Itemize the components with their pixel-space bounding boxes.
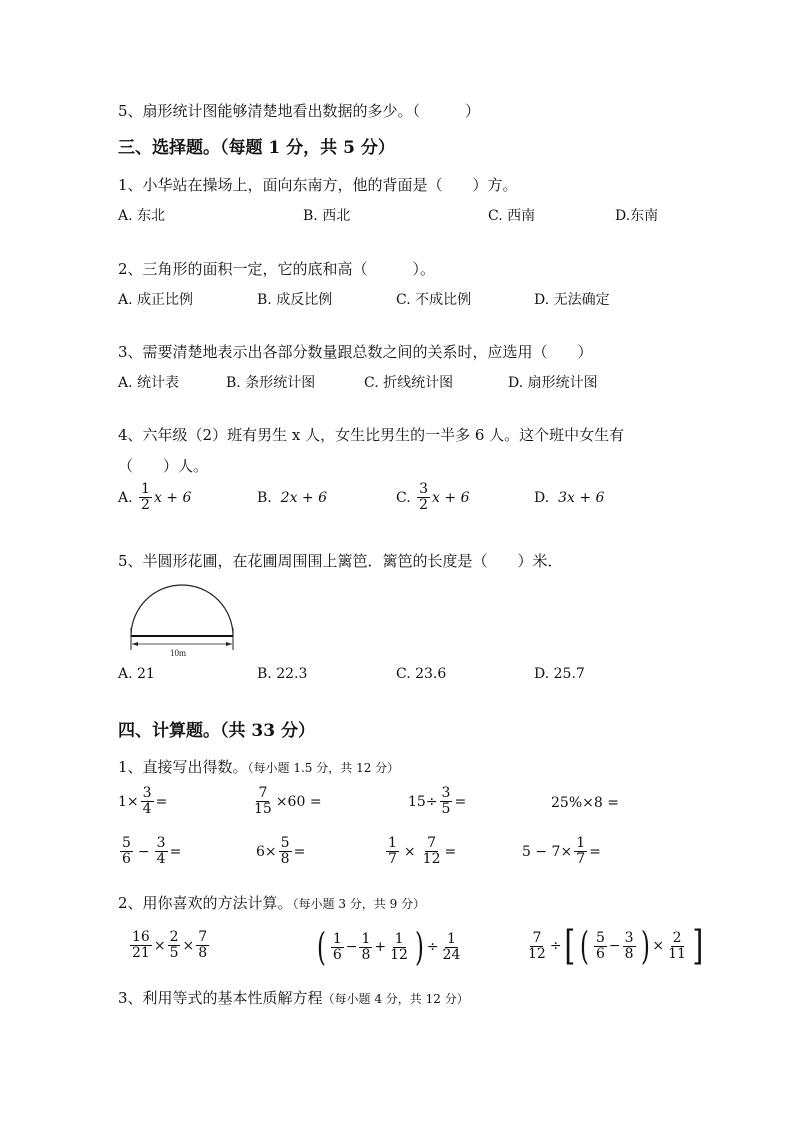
- s3-q2-option-a: A. 成正比例: [118, 292, 194, 308]
- denominator: 11: [668, 945, 686, 962]
- fraction: [130, 930, 152, 961]
- term: 15÷: [408, 793, 438, 810]
- calc-item-f: [256, 836, 305, 867]
- s3-q4-option-b: [257, 490, 327, 506]
- fraction: [168, 930, 181, 961]
- denominator: 4: [156, 851, 166, 867]
- s3-q2-option-c: C. 不成比例: [396, 292, 472, 308]
- denominator: 15: [254, 801, 272, 817]
- numerator: 5: [596, 929, 605, 946]
- fraction: [666, 931, 688, 962]
- denominator: 8: [624, 945, 634, 962]
- equals: =: [155, 793, 168, 810]
- denominator: 4: [142, 801, 152, 817]
- denominator: 12: [390, 946, 408, 963]
- term: 1×: [118, 793, 139, 810]
- calc-item-h: [522, 836, 601, 867]
- diagram-label: 10m: [170, 648, 187, 658]
- equals: =: [293, 843, 306, 860]
- s3-q1-option-a: A. 东北: [118, 208, 166, 224]
- s3-q4-option-a: [118, 482, 191, 513]
- fraction: [120, 836, 133, 867]
- denominator: 7: [388, 851, 397, 867]
- denominator: 8: [361, 946, 371, 963]
- fraction: [623, 931, 636, 962]
- fraction: [386, 836, 399, 867]
- denominator: 8: [280, 851, 290, 867]
- numerator: 1: [576, 835, 586, 851]
- fraction: [139, 482, 152, 513]
- equals: =: [169, 843, 182, 860]
- s3-q1-option-b: B. 西北: [303, 208, 351, 224]
- s3-q4-option-c: [396, 482, 469, 513]
- s4-q1-note: （每小题 1.5 分，共 12 分）: [247, 761, 400, 775]
- denominator: 7: [576, 851, 586, 867]
- equals: =: [444, 843, 457, 860]
- calc-item-c: [408, 786, 466, 817]
- s4-q3-text: 3、利用等式的基本性质解方程: [118, 989, 323, 1007]
- fraction: [526, 931, 548, 962]
- numerator: 3: [419, 481, 429, 497]
- expression: 2x + 6: [280, 490, 327, 506]
- numerator: 1: [388, 835, 397, 851]
- numerator: 3: [624, 929, 634, 946]
- s3-q5-option-c: C. 23.6: [396, 666, 447, 682]
- s3-q5-option-d: D. 25.7: [534, 666, 585, 682]
- s3-q3-option-d: D. 扇形统计图: [508, 375, 598, 391]
- semicircle-arc: [131, 585, 233, 636]
- right-bracket: ]: [692, 923, 704, 969]
- s3-q3-text: 3、需要清楚地表示出各部分数量跟总数之间的关系时，应选用（ ）: [118, 343, 593, 361]
- s3-q5-option-a: A. 21: [118, 666, 155, 682]
- left-bracket: [: [563, 923, 575, 969]
- calc-item-b: [250, 786, 322, 817]
- s4-q2-heading: [118, 894, 425, 913]
- term: ×60 =: [275, 793, 322, 810]
- left-paren: (: [580, 924, 590, 968]
- numerator: 7: [532, 929, 542, 946]
- operator: −: [608, 938, 621, 954]
- numerator: 7: [198, 929, 208, 945]
- operator: −: [137, 843, 150, 860]
- denominator: 21: [132, 945, 150, 961]
- numerator: 2: [672, 929, 682, 946]
- section-3-title: 三、选择题。（每题 1 分，共 5 分）: [118, 138, 395, 158]
- s3-q3-option-b: B. 条形统计图: [226, 375, 316, 391]
- simplify-expr-1: [128, 930, 211, 961]
- numerator: 1: [361, 930, 371, 947]
- operator: ×: [182, 937, 195, 954]
- operator: +: [374, 939, 387, 955]
- option-label: B.: [257, 490, 272, 506]
- term: 5 − 7×: [522, 843, 573, 860]
- numerator: 7: [258, 785, 268, 801]
- fraction: [141, 786, 154, 817]
- calc-item-e: [118, 836, 181, 867]
- s3-q3-option-a: A. 统计表: [118, 375, 180, 391]
- calc-item-a: [118, 786, 167, 817]
- s3-q1-option-c: C. 西南: [488, 208, 536, 224]
- s4-q3-heading: [118, 989, 469, 1008]
- expression: x + 6: [432, 489, 470, 506]
- denominator: 2: [141, 497, 150, 513]
- fraction: [359, 932, 372, 963]
- denominator: 12: [422, 851, 441, 867]
- numerator: 5: [122, 835, 131, 851]
- denominator: 24: [442, 946, 461, 963]
- numerator: 5: [280, 835, 290, 851]
- numerator: 2: [169, 929, 179, 945]
- s3-q4-option-d: [534, 490, 604, 506]
- option-label: D.: [534, 490, 550, 506]
- option-label: C.: [396, 489, 411, 506]
- denominator: 12: [528, 945, 546, 962]
- simplify-expr-3: [524, 923, 706, 969]
- right-paren: ): [640, 924, 650, 968]
- denominator: 2: [419, 497, 429, 513]
- fraction: [441, 932, 463, 963]
- s4-q1-heading: [118, 758, 399, 777]
- section-4-title: 四、计算题。（共 33 分）: [118, 721, 315, 741]
- equals: =: [589, 843, 601, 860]
- numerator: 1: [446, 930, 456, 947]
- fraction: [155, 836, 168, 867]
- fraction: [196, 930, 209, 961]
- denominator: 6: [596, 945, 605, 962]
- s3-q3-option-c: C. 折线统计图: [364, 375, 454, 391]
- numerator: 1: [394, 930, 404, 947]
- prev-question: 5、扇形统计图能够清楚地看出数据的多少。（ ）: [118, 102, 481, 120]
- s3-q5-text: 5、半圆形花圃，在花圃周围围上篱笆．篱笆的长度是（ ）米．: [118, 552, 563, 570]
- fraction: [594, 931, 607, 962]
- fraction: [388, 932, 410, 963]
- s3-q4-text: 4、六年级（2）班有男生 x 人，女生比男生的一半多 6 人。这个班中女生有: [118, 426, 625, 444]
- expression: x + 6: [153, 489, 192, 506]
- s4-q2-note: （每小题 3 分，共 9 分）: [292, 897, 426, 911]
- numerator: 1: [141, 481, 150, 497]
- fraction: [440, 786, 453, 817]
- fraction: [331, 932, 344, 963]
- s3-q2-option-d: D. 无法确定: [534, 292, 610, 308]
- denominator: 6: [332, 946, 342, 963]
- fraction: [279, 836, 292, 867]
- denominator: 8: [198, 945, 208, 961]
- s3-q1-option-d: D.东南: [615, 208, 659, 224]
- s4-q3-note: （每小题 4 分，共 12 分）: [322, 992, 469, 1006]
- denominator: 5: [169, 945, 179, 961]
- numerator: 3: [142, 785, 152, 801]
- calc-item-d: 25%×8 =: [551, 795, 619, 811]
- fraction: [417, 482, 430, 513]
- fraction: [421, 836, 443, 867]
- arrow-left-icon: [132, 642, 138, 646]
- left-paren: (: [316, 925, 326, 969]
- operator: ×: [403, 843, 416, 860]
- operator: ÷: [426, 939, 439, 955]
- s3-q1-text: 1、小华站在操场上，面向东南方，他的背面是（ ）方。: [118, 176, 518, 194]
- expression: 3x + 6: [558, 490, 605, 506]
- s4-q2-text: 2、用你喜欢的方法计算。: [118, 894, 293, 912]
- operator: ×: [652, 938, 665, 954]
- right-paren: ): [414, 925, 424, 969]
- fraction: [574, 836, 587, 867]
- arrow-right-icon: [226, 642, 232, 646]
- numerator: 3: [156, 835, 166, 851]
- s4-q1-text: 1、直接写出得数。: [118, 758, 248, 776]
- s3-q5-option-b: B. 22.3: [257, 666, 308, 682]
- operator: ×: [153, 937, 166, 954]
- s3-q2-option-b: B. 成反比例: [257, 292, 333, 308]
- denominator: 5: [441, 801, 451, 817]
- s3-q2-text: 2、三角形的面积一定，它的底和高（ ）。: [118, 260, 436, 278]
- operator: ÷: [549, 938, 562, 954]
- numerator: 7: [427, 835, 437, 851]
- numerator: 3: [441, 785, 451, 801]
- calc-item-g: [384, 836, 456, 867]
- numerator: 1: [332, 930, 342, 947]
- simplify-expr-2: [314, 925, 464, 969]
- equals: =: [454, 793, 467, 810]
- fraction: [252, 786, 274, 817]
- denominator: 6: [122, 851, 131, 867]
- operator: −: [345, 939, 358, 955]
- s3-q4-text-2: （ ）人。: [118, 457, 209, 475]
- semicircle-diagram: [124, 580, 242, 660]
- numerator: 16: [132, 929, 150, 945]
- term: 6×: [256, 843, 277, 860]
- option-label: A.: [118, 489, 133, 506]
